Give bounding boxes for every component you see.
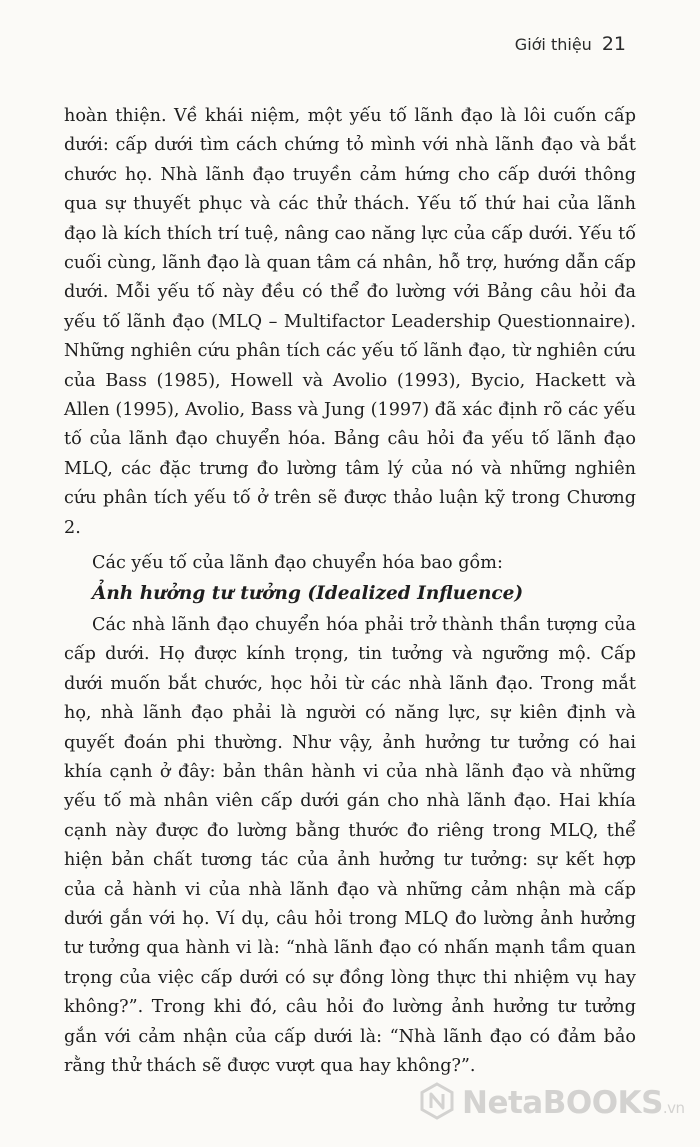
netabooks-logo-icon — [418, 1082, 456, 1124]
running-header — [515, 33, 626, 55]
watermark-suffix: .vn — [662, 1099, 685, 1117]
paragraph-intro-continuation: hoàn thiện. Về khái niệm, một yếu tố lãnh đạo là lôi cuốn cấp dưới: cấp dưới tìm cách chứng tỏ mình với nhà lãnh đạo và bắt chước họ. Nhà lãnh đạo truyền cảm hứng cho cấp dưới thông qua sự thuyết phục và các thử thách. Yếu tố thứ hai của lãnh đạo là kích thích trí tuệ, nâng cao năng lực của cấp dưới. Yếu tố cuối cùng, lãnh đạo là quan tâm cá nhân, hỗ trợ, hướng dẫn cấp dưới. Mỗi yếu tố này đều có thể đo lường với Bảng câu hỏi đa yếu tố lãnh đạo (MLQ – Multifactor Leadership Questionnaire). Những nghiên cứu phân tích các yếu tố lãnh đạo, từ nghiên cứu của Bass (1985), Howell và Avolio (1993), Bycio, Hackett và Allen (1995), Avolio, Bass và Jung (1997) đã xác định rõ các yếu tố của lãnh đạo chuyển hóa. Bảng câu hỏi đa yếu tố lãnh đạo MLQ, các đặc trưng đo lường tâm lý của nó và những nghiên cứu phân tích yếu tố ở trên sẽ được thảo luận kỹ trong Chương 2. — [64, 106, 636, 538]
paragraph-idealized-influence: Các nhà lãnh đạo chuyển hóa phải trở thành thần tượng của cấp dưới. Họ được kính trọng, tin tưởng và ngưỡng mộ. Cấp dưới muốn bắt chước, học hỏi từ các nhà lãnh đạo. Trong mắt họ, nhà lãnh đạo phải là người có năng lực, sự kiên định và quyết đoán phi thường. Như vậy, ảnh hưởng tư tưởng có hai khía cạnh ở đây: bản thân hành vi của nhà lãnh đạo và những yếu tố mà nhân viên cấp dưới gán cho nhà lãnh đạo. Hai khía cạnh này được đo lường bằng thước đo riêng trong MLQ, thể hiện bản chất tương tác của ảnh hưởng tư tưởng: sự kết hợp của cả hành vi của nhà lãnh đạo và những cảm nhận mà cấp dưới gắn với họ. Ví dụ, câu hỏi trong MLQ đo lường ảnh hưởng tư tưởng qua hành vi là: “nhà lãnh đạo có nhấn mạnh tầm quan trọng của việc cấp dưới có sự đồng lòng thực thi nhiệm vụ hay không?”. Trong khi đó, câu hỏi đo lường ảnh hưởng tư tưởng gắn với cảm nhận của cấp dưới là: “Nhà lãnh đạo có đảm bảo rằng thử thách sẽ được vượt qua hay không?”. — [64, 614, 636, 1076]
page-body — [64, 102, 636, 1081]
section-title: Giới thiệu — [514, 35, 592, 54]
watermark — [418, 1082, 685, 1124]
section-heading-idealized-influence: Ảnh hưởng tư tưởng (Idealized Influence) — [92, 582, 524, 604]
watermark-text — [462, 1085, 685, 1121]
watermark-brand: NetaBOOKS — [462, 1085, 663, 1121]
paragraph-components-intro: Các yếu tố của lãnh đạo chuyển hóa bao gồm: — [92, 553, 503, 574]
page-number: 21 — [601, 33, 626, 55]
